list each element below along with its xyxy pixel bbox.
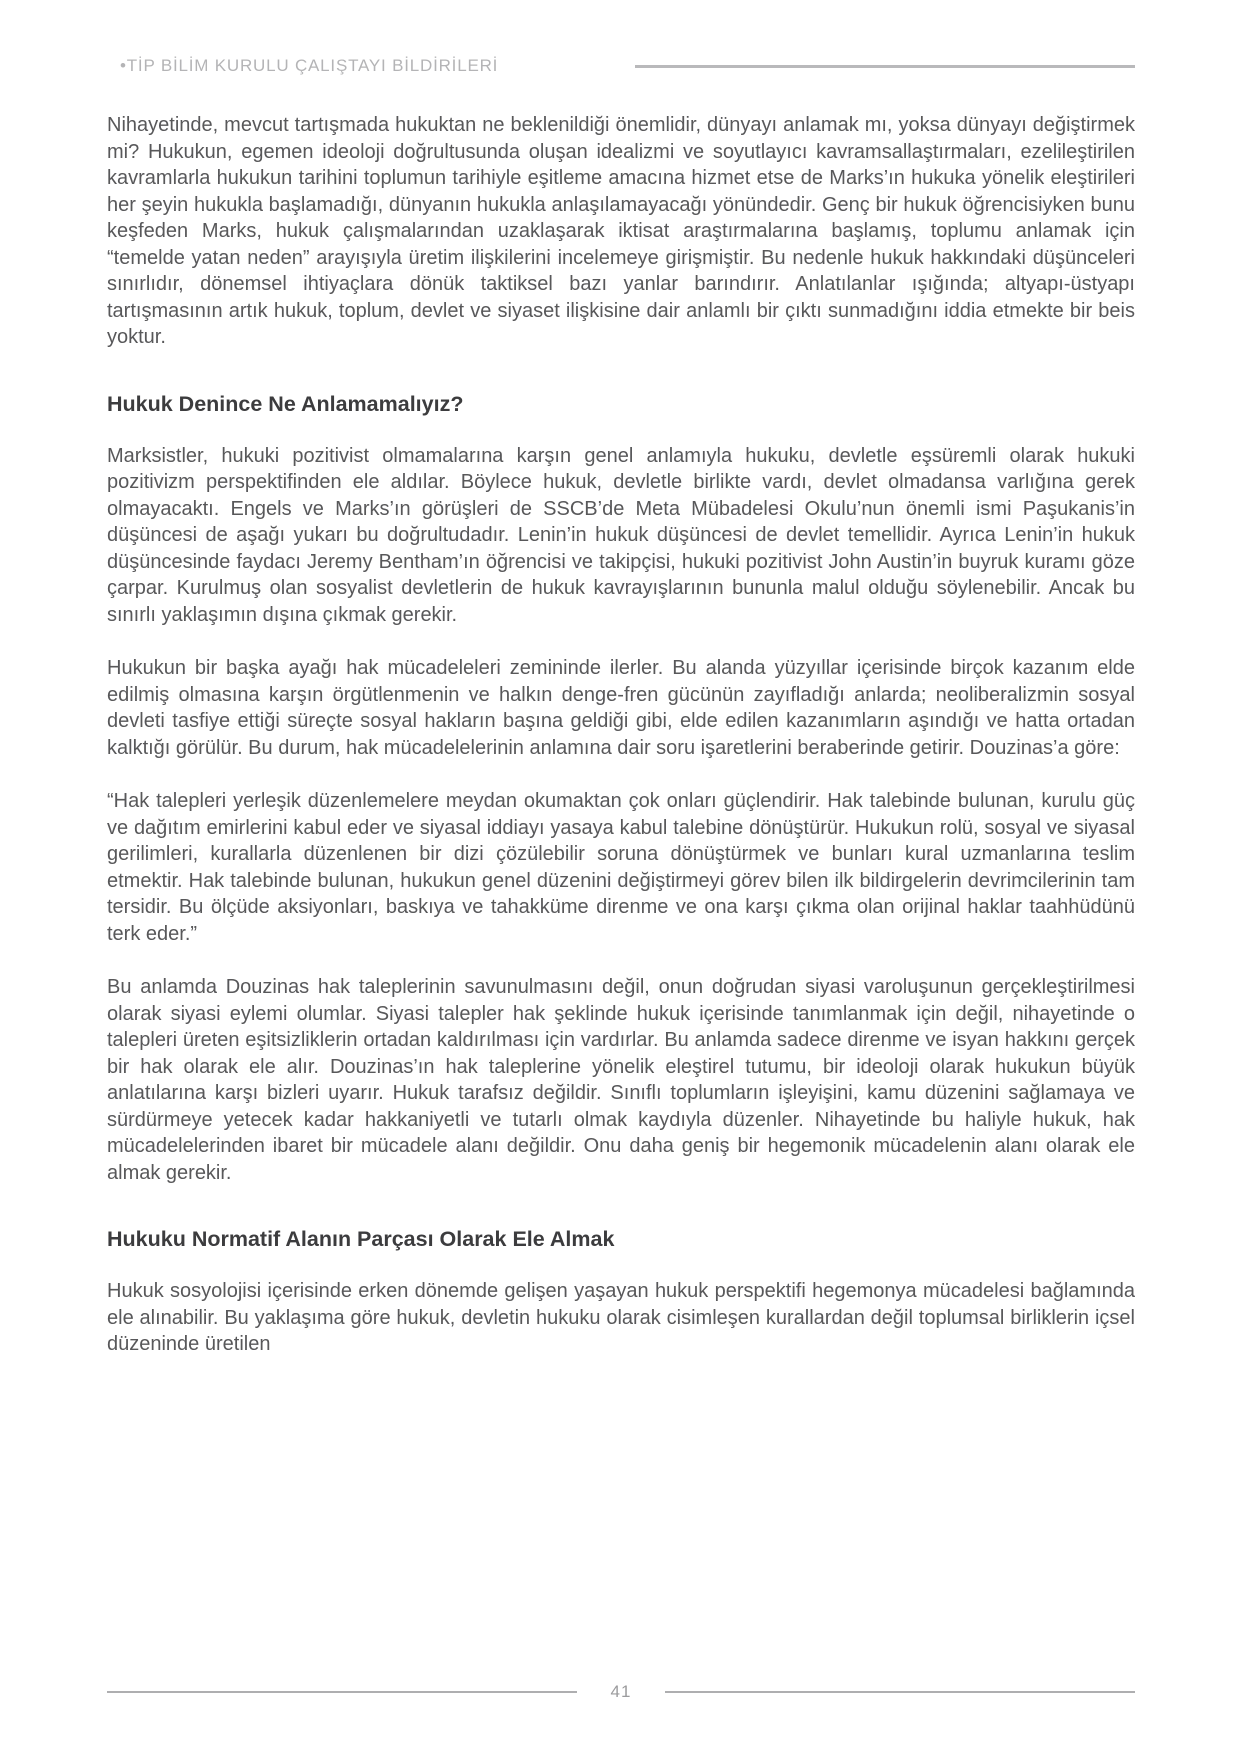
footer-rule-right <box>665 1691 1135 1693</box>
footer-rule-left <box>107 1691 577 1693</box>
paragraph-hak-mucadeleleri: Hukukun bir başka ayağı hak mücadeleleri zemininde ilerler. Bu alanda yüzyıllar içerisinde birçok kazanım elde edilmiş olmasına karşın örgütlenmenin ve halkın denge-fren gücünün zayıfladığı anlarda; neoliberalizmin sosyal devleti tasfiye ettiği süreçte sosyal hakların başına geldiği gibi, elde edilen kazanımların aşındığı ve hatta ortadan kalktığı görülür. Bu durum, hak mücadelelerinin anlamına dair soru işaretlerini beraberinde getirir. Douzinas’a göre: <box>107 657 1135 759</box>
section-heading-normatif-alan: Hukuku Normatif Alanın Parçası Olarak Ele Almak <box>107 1227 615 1251</box>
paragraph-intro: Nihayetinde, mevcut tartışmada hukuktan ne beklenildiği önemlidir, dünyayı anlamak mı, yoksa dünyayı değiştirmek mi? Hukukun, egemen ideoloji doğrultusunda oluşan idealizmi ve soyutlayıcı kavramsallaştırmaları, ezelileştirilen kavramlarla hukukun tarihini toplumun tarihiyle eşitleme amacına hizmet etse de Marks’ın hukuka yönelik eleştirileri her şeyin hukukla başlamadığı, dünyanın hukukla anlaşılamayacağı yönündedir. Genç bir hukuk öğrencisiyken bunu keşfeden Marks, hukuk çalışmalarından uzaklaşarak iktisat araştırmalarına başlamış, toplumu anlamak için “temelde yatan neden” arayışıyla üretim ilişkilerini incelemeye girişmiştir. Bu nedenle hukuk hakkındaki düşünceleri sınırlıdır, dönemsel ihtiyaçlara dönük taktiksel bazı yanlar barındırır. Anlatılanlar ışığında; altyapı-üstyapı tartışmasının artık hukuk, toplum, devlet ve siyaset ilişkisine dair anlamlı bir çıktı sunmadığını iddia etmekte bir beis yoktur. <box>107 114 1135 348</box>
paragraph-douzinas-yorum: Bu anlamda Douzinas hak taleplerinin savunulmasını değil, onun doğrudan siyasi varoluşunun gerçekleştirilmesi olarak siyasi eylemi olumlar. Siyasi talepler hak şeklinde hukuk içerisinde tanımlanmak için değil, nihayetinde o talepleri üreten eşitsizliklerin ortadan kaldırılması için vardırlar. Bu anlamda sadece direnme ve isyan hakkını gerçek bir hak olarak ele alır. Douzinas’ın hak taleplerine yönelik eleştirel tutumu, bir ideoloji olarak hukukun büyük anlatılarına karşı bizleri uyarır. Hukuk tarafsız değildir. Sınıflı toplumların işleyişini, kamu düzenini sağlamaya ve sürdürmeye yetecek kadar hakkaniyetli ve tutarlı olmak kaydıyla düzenler. Nihayetinde bu haliyle hukuk, hak mücadelelerinden ibaret bir mücadele alanı değildir. Onu daha geniş bir hegemonik mücadelenin alanı olarak ele almak gerekir. <box>107 976 1135 1184</box>
page-footer <box>107 1682 1135 1702</box>
page-number: 41 <box>610 1682 632 1701</box>
page-header <box>120 56 1135 80</box>
running-header-title: •TİP BİLİM KURULU ÇALIŞTAYI BİLDİRİLERİ <box>120 56 499 75</box>
paragraph-marksistler: Marksistler, hukuki pozitivist olmamalarına karşın genel anlamıyla hukuku, devletle eşsüremli olarak hukuki pozitivizm perspektifinden ele aldılar. Böylece hukuk, devletle birlikte vardı, devlet olmadansa varlığına gerek olmayacaktı. Engels ve Marks’ın görüşleri de SSCB’de Meta Mübadelesi Okulu’nun önemli ismi Paşukanis’in düşüncesi de aşağı yukarı bu doğrultudadır. Lenin’in hukuk düşüncesi de devlet temellidir. Ayrıca Lenin’in hukuk düşüncesinde faydacı Jeremy Bentham’ın öğrencisi ve takipçisi, hukuki pozitivist John Austin’in buyruk kuramı göze çarpar. Kurulmuş olan sosyalist devletlerin de hukuk kavrayışlarının bununla malul olduğu söylenebilir. Ancak bu sınırlı yaklaşımın dışına çıkmak gerekir. <box>107 444 1135 626</box>
header-rule <box>635 65 1135 68</box>
paragraph-hukuk-sosyolojisi: Hukuk sosyolojisi içerisinde erken dönemde gelişen yaşayan hukuk perspektifi hegemonya mücadelesi bağlamında ele alınabilir. Bu yaklaşıma göre hukuk, devletin hukuku olarak cisimleşen kurallardan değil toplumsal birliklerin içsel düzeninde üretilen <box>107 1280 1135 1355</box>
page-content <box>107 112 1135 1385</box>
section-heading-hukuk-denince: Hukuk Denince Ne Anlamamalıyız? <box>107 391 464 416</box>
block-quote-douzinas: “Hak talepleri yerleşik düzenlemelere meydan okumaktan çok onları güçlendirir. Hak talebinde bulunan, kurulu güç ve dağıtım emirlerini kabul eder ve siyasal iddiayı yasaya kabul talebine dönüştürür. Hukukun rolü, sosyal ve siyasal gerilimleri, kurallarla düzenlenen bir dizi çözülebilir soruna dönüştürmek ve bunları kural uzmanlarına teslim etmektir. Hak talebinde bulunan, hukukun genel düzenini değiştirmeyi görev bilen ilk bildirgelerin devrimcilerinin tam tersidir. Bu ölçüde aksiyonları, baskıya ve tahakküme direnme ve ona karşı çıkma olan orijinal haklar taahhüdünü terk eder.” <box>107 790 1135 945</box>
